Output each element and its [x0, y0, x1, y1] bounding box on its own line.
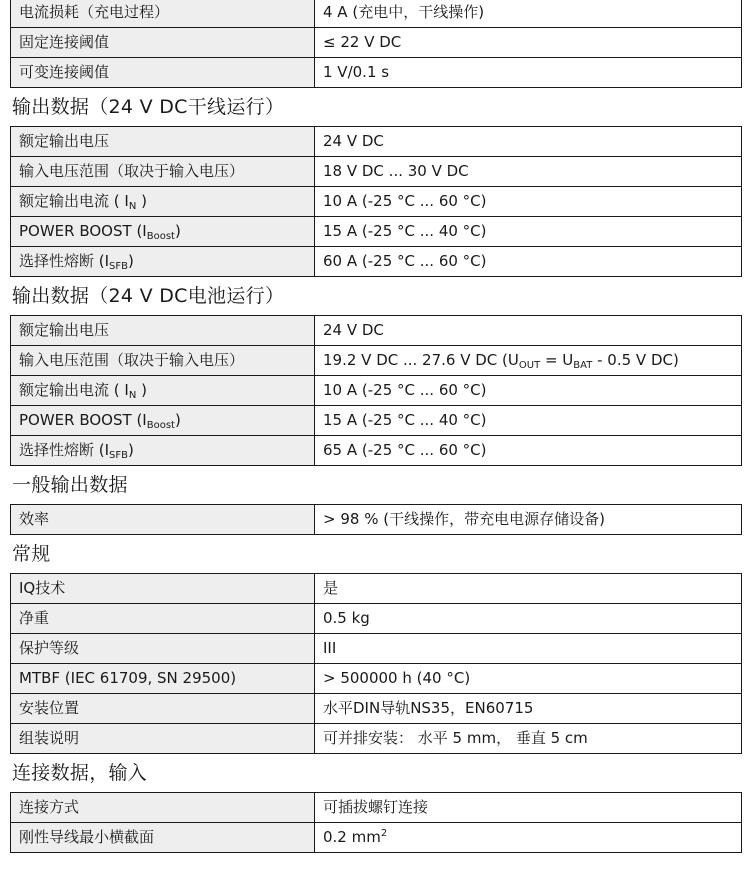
spec-table	[10, 315, 742, 466]
text-segment: > 98 % (干线操作，带充电电源存储设备)	[323, 510, 605, 528]
spec-row	[11, 634, 742, 664]
subscript: Boost	[146, 231, 175, 242]
spec-label	[11, 793, 315, 823]
spec-label	[11, 664, 315, 694]
spec-row	[11, 604, 742, 634]
subscript: N	[128, 201, 137, 212]
text-segment: 19.2 V DC ... 27.6 V DC (U	[323, 351, 519, 369]
text-segment: 15 A (-25 °C ... 40 °C)	[323, 411, 487, 429]
spec-row	[11, 316, 742, 346]
text-segment: 水平DIN导轨NS35，EN60715	[323, 699, 534, 717]
text-segment: 60 A (-25 °C ... 60 °C)	[323, 252, 487, 270]
spec-row	[11, 406, 742, 436]
spec-row	[11, 505, 742, 535]
text-segment: 0.2 mm	[323, 828, 381, 846]
spec-value	[315, 247, 742, 277]
subscript: BAT	[573, 360, 593, 371]
spec-value	[315, 436, 742, 466]
text-segment: 输入电压范围（取决于输入电压）	[19, 162, 245, 180]
spec-table	[10, 126, 742, 277]
section-title: 常规	[12, 543, 51, 565]
text-segment: POWER BOOST (I	[19, 411, 147, 429]
text-segment: 24 V DC	[323, 321, 384, 339]
text-segment: 4 A (充电中，干线操作)	[323, 3, 485, 21]
spec-value	[315, 0, 742, 28]
text-segment: )	[174, 411, 181, 429]
spec-value	[315, 58, 742, 88]
text-segment: MTBF (IEC 61709, SN 29500)	[19, 669, 237, 687]
text-segment: 固定连接阈值	[19, 33, 110, 51]
text-segment: 电流损耗（充电过程）	[19, 3, 170, 21]
spec-table	[10, 0, 742, 88]
text-segment: 1 V/0.1 s	[323, 63, 390, 81]
spec-row	[11, 793, 742, 823]
section-title: 连接数据，输入	[12, 762, 148, 784]
text-segment: 额定输出电流 ( I	[19, 381, 129, 399]
text-segment: 输入电压范围（取决于输入电压）	[19, 351, 245, 369]
text-segment: 选择性熔断 (I	[19, 252, 110, 270]
spec-row	[11, 574, 742, 604]
spec-row	[11, 0, 742, 28]
spec-value	[315, 157, 742, 187]
spec-label	[11, 28, 315, 58]
subscript: SFB	[109, 261, 129, 272]
spec-label	[11, 436, 315, 466]
spec-value	[315, 823, 742, 853]
spec-table	[10, 792, 742, 853]
text-segment: 15 A (-25 °C ... 40 °C)	[323, 222, 487, 240]
spec-row	[11, 157, 742, 187]
text-segment: III	[323, 639, 337, 657]
text-segment: IQ技术	[19, 579, 66, 597]
text-segment: )	[128, 441, 134, 459]
text-segment: 24 V DC	[323, 132, 384, 150]
text-segment: 选择性熔断 (I	[19, 441, 110, 459]
spec-row	[11, 187, 742, 217]
spec-value	[315, 187, 742, 217]
spec-label	[11, 217, 315, 247]
spec-row	[11, 664, 742, 694]
spec-row	[11, 694, 742, 724]
text-segment: 连接方式	[19, 798, 80, 816]
text-segment: POWER BOOST (I	[19, 222, 147, 240]
text-segment: 净重	[19, 609, 50, 627]
text-segment: 额定输出电流 ( I	[19, 192, 129, 210]
subscript: OUT	[518, 360, 541, 371]
spec-value	[315, 346, 742, 376]
spec-row	[11, 346, 742, 376]
text-segment: > 500000 h (40 °C)	[323, 669, 471, 687]
text-segment: 保护等级	[19, 639, 80, 657]
spec-row	[11, 823, 742, 853]
text-segment: )	[136, 381, 147, 399]
spec-label	[11, 406, 315, 436]
section-title: 一般输出数据	[12, 474, 128, 496]
text-segment: 安装位置	[19, 699, 80, 717]
spec-value	[315, 634, 742, 664]
spec-row	[11, 376, 742, 406]
text-segment: 10 A (-25 °C ... 60 °C)	[323, 381, 487, 399]
text-segment: 刚性导线最小横截面	[19, 828, 155, 846]
text-segment: 10 A (-25 °C ... 60 °C)	[323, 192, 487, 210]
text-segment: 65 A (-25 °C ... 60 °C)	[323, 441, 487, 459]
text-segment: 额定输出电压	[19, 132, 110, 150]
subscript: SFB	[109, 450, 129, 461]
spec-label	[11, 157, 315, 187]
spec-label	[11, 346, 315, 376]
text-segment: 可变连接阈值	[19, 63, 110, 81]
text-segment: )	[174, 222, 181, 240]
text-segment: 额定输出电压	[19, 321, 110, 339]
text-segment: 组装说明	[19, 729, 80, 747]
text-segment: 是	[323, 579, 339, 597]
subscript: N	[128, 390, 137, 401]
spec-row	[11, 58, 742, 88]
spec-row	[11, 247, 742, 277]
section-title: 输出数据（24 V DC电池运行）	[12, 285, 285, 307]
spec-value	[315, 127, 742, 157]
text-segment: )	[128, 252, 134, 270]
spec-value	[315, 406, 742, 436]
spec-value	[315, 793, 742, 823]
superscript: 2	[380, 828, 388, 839]
spec-value	[315, 505, 742, 535]
spec-table	[10, 504, 742, 535]
spec-value	[315, 28, 742, 58]
spec-table	[10, 573, 742, 754]
spec-row	[11, 217, 742, 247]
spec-row	[11, 127, 742, 157]
text-segment: = U	[540, 351, 574, 369]
spec-value	[315, 316, 742, 346]
spec-label	[11, 376, 315, 406]
spec-row	[11, 724, 742, 754]
text-segment: 可插拔螺钉连接	[323, 798, 429, 816]
text-segment: 可并排安装： 水平 5 mm， 垂直 5 cm	[323, 729, 588, 747]
section-title: 输出数据（24 V DC干线运行）	[12, 96, 285, 118]
spec-label	[11, 127, 315, 157]
text-segment: 0.5 kg	[323, 609, 370, 627]
spec-label	[11, 634, 315, 664]
spec-value	[315, 694, 742, 724]
spec-label	[11, 0, 315, 28]
spec-row	[11, 28, 742, 58]
spec-label	[11, 604, 315, 634]
spec-label	[11, 187, 315, 217]
spec-label	[11, 58, 315, 88]
spec-label	[11, 574, 315, 604]
text-segment: ≤ 22 V DC	[323, 33, 402, 51]
spec-row	[11, 436, 742, 466]
subscript: Boost	[146, 420, 175, 431]
spec-label	[11, 316, 315, 346]
text-segment: 效率	[19, 510, 50, 528]
spec-label	[11, 823, 315, 853]
spec-value	[315, 664, 742, 694]
text-segment: - 0.5 V DC)	[592, 351, 679, 369]
text-segment: 18 V DC ... 30 V DC	[323, 162, 469, 180]
spec-label	[11, 724, 315, 754]
spec-value	[315, 217, 742, 247]
spec-label	[11, 694, 315, 724]
spec-value	[315, 574, 742, 604]
spec-label	[11, 247, 315, 277]
spec-value	[315, 604, 742, 634]
spec-value	[315, 724, 742, 754]
spec-value	[315, 376, 742, 406]
spec-label	[11, 505, 315, 535]
text-segment: )	[136, 192, 147, 210]
